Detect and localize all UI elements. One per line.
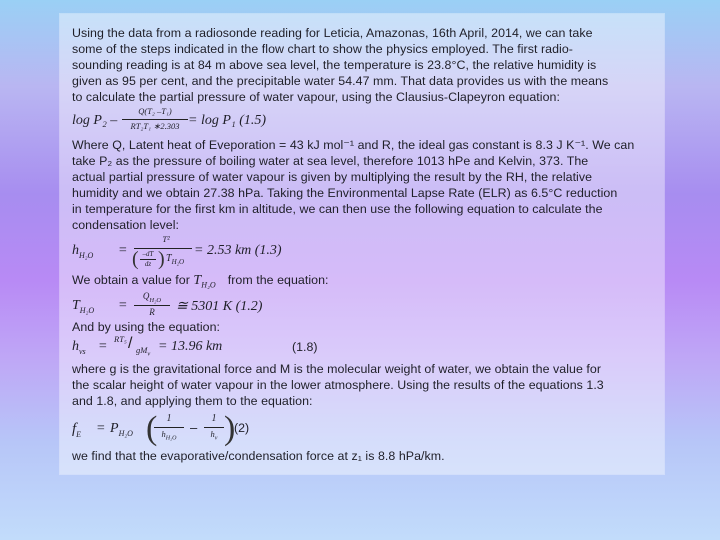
eq15-rhs: = log P₁ (1.5) bbox=[188, 113, 267, 128]
eq15-fraction-bar bbox=[122, 119, 188, 120]
eq13-den-dz: dz bbox=[144, 260, 152, 268]
eq2-number: (2) bbox=[234, 421, 250, 435]
eq12-fraction-bar bbox=[134, 305, 170, 306]
paragraph-1-line-3: sounding reading is at 84 m above sea level, the temperature is 23.8°C, the relative humidity is bbox=[72, 58, 597, 72]
eq18-frac-top: RT₅ bbox=[114, 334, 127, 344]
eq13-den-t: $T_{H_2O}$ bbox=[166, 253, 185, 266]
eq15-lhs: log P₂ – bbox=[72, 113, 118, 128]
eq13-numerator: T² bbox=[162, 234, 170, 244]
eq2-bar-b bbox=[204, 427, 224, 428]
eq15-denominator: RT₂T₁ ∗2.303 bbox=[130, 121, 180, 131]
eq13-lhs: $h_{H_2O}$ bbox=[72, 243, 94, 260]
eq2-open-paren: ( bbox=[146, 410, 158, 447]
eq13-den-dt: –dT bbox=[142, 250, 154, 258]
paragraph-5-line-3: and 1.8, and applying them to the equation: bbox=[72, 394, 313, 408]
eq12-equals: = bbox=[118, 298, 128, 313]
eq2-den-b: $h_v$ bbox=[210, 429, 218, 442]
eq2-pressure: $P_{H_2O}$ bbox=[110, 421, 133, 438]
eq2-bar-a bbox=[154, 427, 184, 428]
eq13-close-paren: ) bbox=[158, 248, 165, 270]
eq12-lhs: $T_{H_2O}$ bbox=[72, 298, 95, 315]
eq18-number: (1.8) bbox=[292, 340, 318, 354]
paragraph-2-line-4: humidity and we obtain 27.38 hPa. Taking the Environmental Lapse Rate (ELR) as 6.5°C reduction bbox=[72, 186, 618, 200]
paragraph-6: we find that the evaporative/condensation force at z₁ is 8.8 hPa/km. bbox=[72, 449, 445, 463]
eq13-open-paren: ( bbox=[132, 248, 139, 270]
paragraph-4: And by using the equation: bbox=[72, 320, 221, 334]
paragraph-1-line-1: Using the data from a radiosonde reading for Leticia, Amazonas, 16th April, 2014, we can take bbox=[72, 26, 593, 40]
eq15-numerator: Q(T₂ –T₁) bbox=[138, 106, 172, 116]
eq2-one-a: 1 bbox=[166, 413, 172, 424]
eq18-equals: = bbox=[98, 339, 108, 354]
eq18-rhs: = 13.96 km bbox=[158, 339, 223, 354]
eq18-lhs: $h_{vs}$ bbox=[72, 339, 86, 356]
paragraph-1-line-5: to calculate the partial pressure of water vapour, using the Clausius-Clapeyron equation: bbox=[72, 90, 560, 104]
paragraph-2-line-1: Where Q, Latent heat of Eveporation = 43 kJ mol⁻¹ and R, the ideal gas constant is 8.3 J K⁻¹. We can bbox=[72, 138, 635, 152]
eq13-rhs: = 2.53 km (1.3) bbox=[194, 243, 282, 258]
eq12-numerator: $Q_{H_2O}$ bbox=[142, 291, 162, 304]
paragraph-5-line-1: where g is the gravitational force and M is the molecular weight of water, we obtain the value for bbox=[72, 362, 602, 376]
eq2-den-a: $h_{H_2O}$ bbox=[161, 429, 177, 442]
eq12-rhs: ≅ 5301 K (1.2) bbox=[176, 299, 263, 314]
paragraph-2-line-3: actual partial pressure of water vapour is given by multiplying the result by the RH, the relative bbox=[72, 170, 593, 184]
eq18-slash: / bbox=[128, 335, 133, 352]
paragraph-1-line-2: some of the steps indicated in the flow chart to show the physics employed. The first radio- bbox=[72, 42, 573, 56]
eq2-lhs: $f_E$ bbox=[72, 421, 82, 439]
eq2-close-paren: ) bbox=[224, 410, 236, 447]
paragraph-2-line-2: take P₂ as the pressure of boiling water at sea level, therefore 1013 hPe and Kelvin, 373. The bbox=[72, 154, 589, 168]
eq13-equals: = bbox=[118, 243, 128, 258]
paragraph-5-line-2: the scalar height of water vapour in the lower atmosphere. Using the results of the equations 1.3 bbox=[72, 378, 604, 392]
paragraph-1-line-4: given as 95 per cent, and the precipitable water 54.47 mm. That data provides us with the means bbox=[72, 74, 609, 88]
eq18-frac-bottom: $gM_v$ bbox=[136, 345, 151, 358]
paragraph-2-line-5: in temperature for the first km in altitude, we can then use the following equation to calculate the bbox=[72, 202, 603, 216]
eq2-one-b: 1 bbox=[211, 413, 217, 424]
paragraph-3: We obtain a value for $T_{H_2O}$ from the equation: bbox=[72, 273, 329, 290]
eq2-minus: – bbox=[190, 420, 198, 435]
eq2-equals: = bbox=[96, 421, 106, 436]
eq12-denominator: R bbox=[149, 307, 155, 317]
paragraph-2-line-6: condensation level: bbox=[72, 218, 180, 232]
